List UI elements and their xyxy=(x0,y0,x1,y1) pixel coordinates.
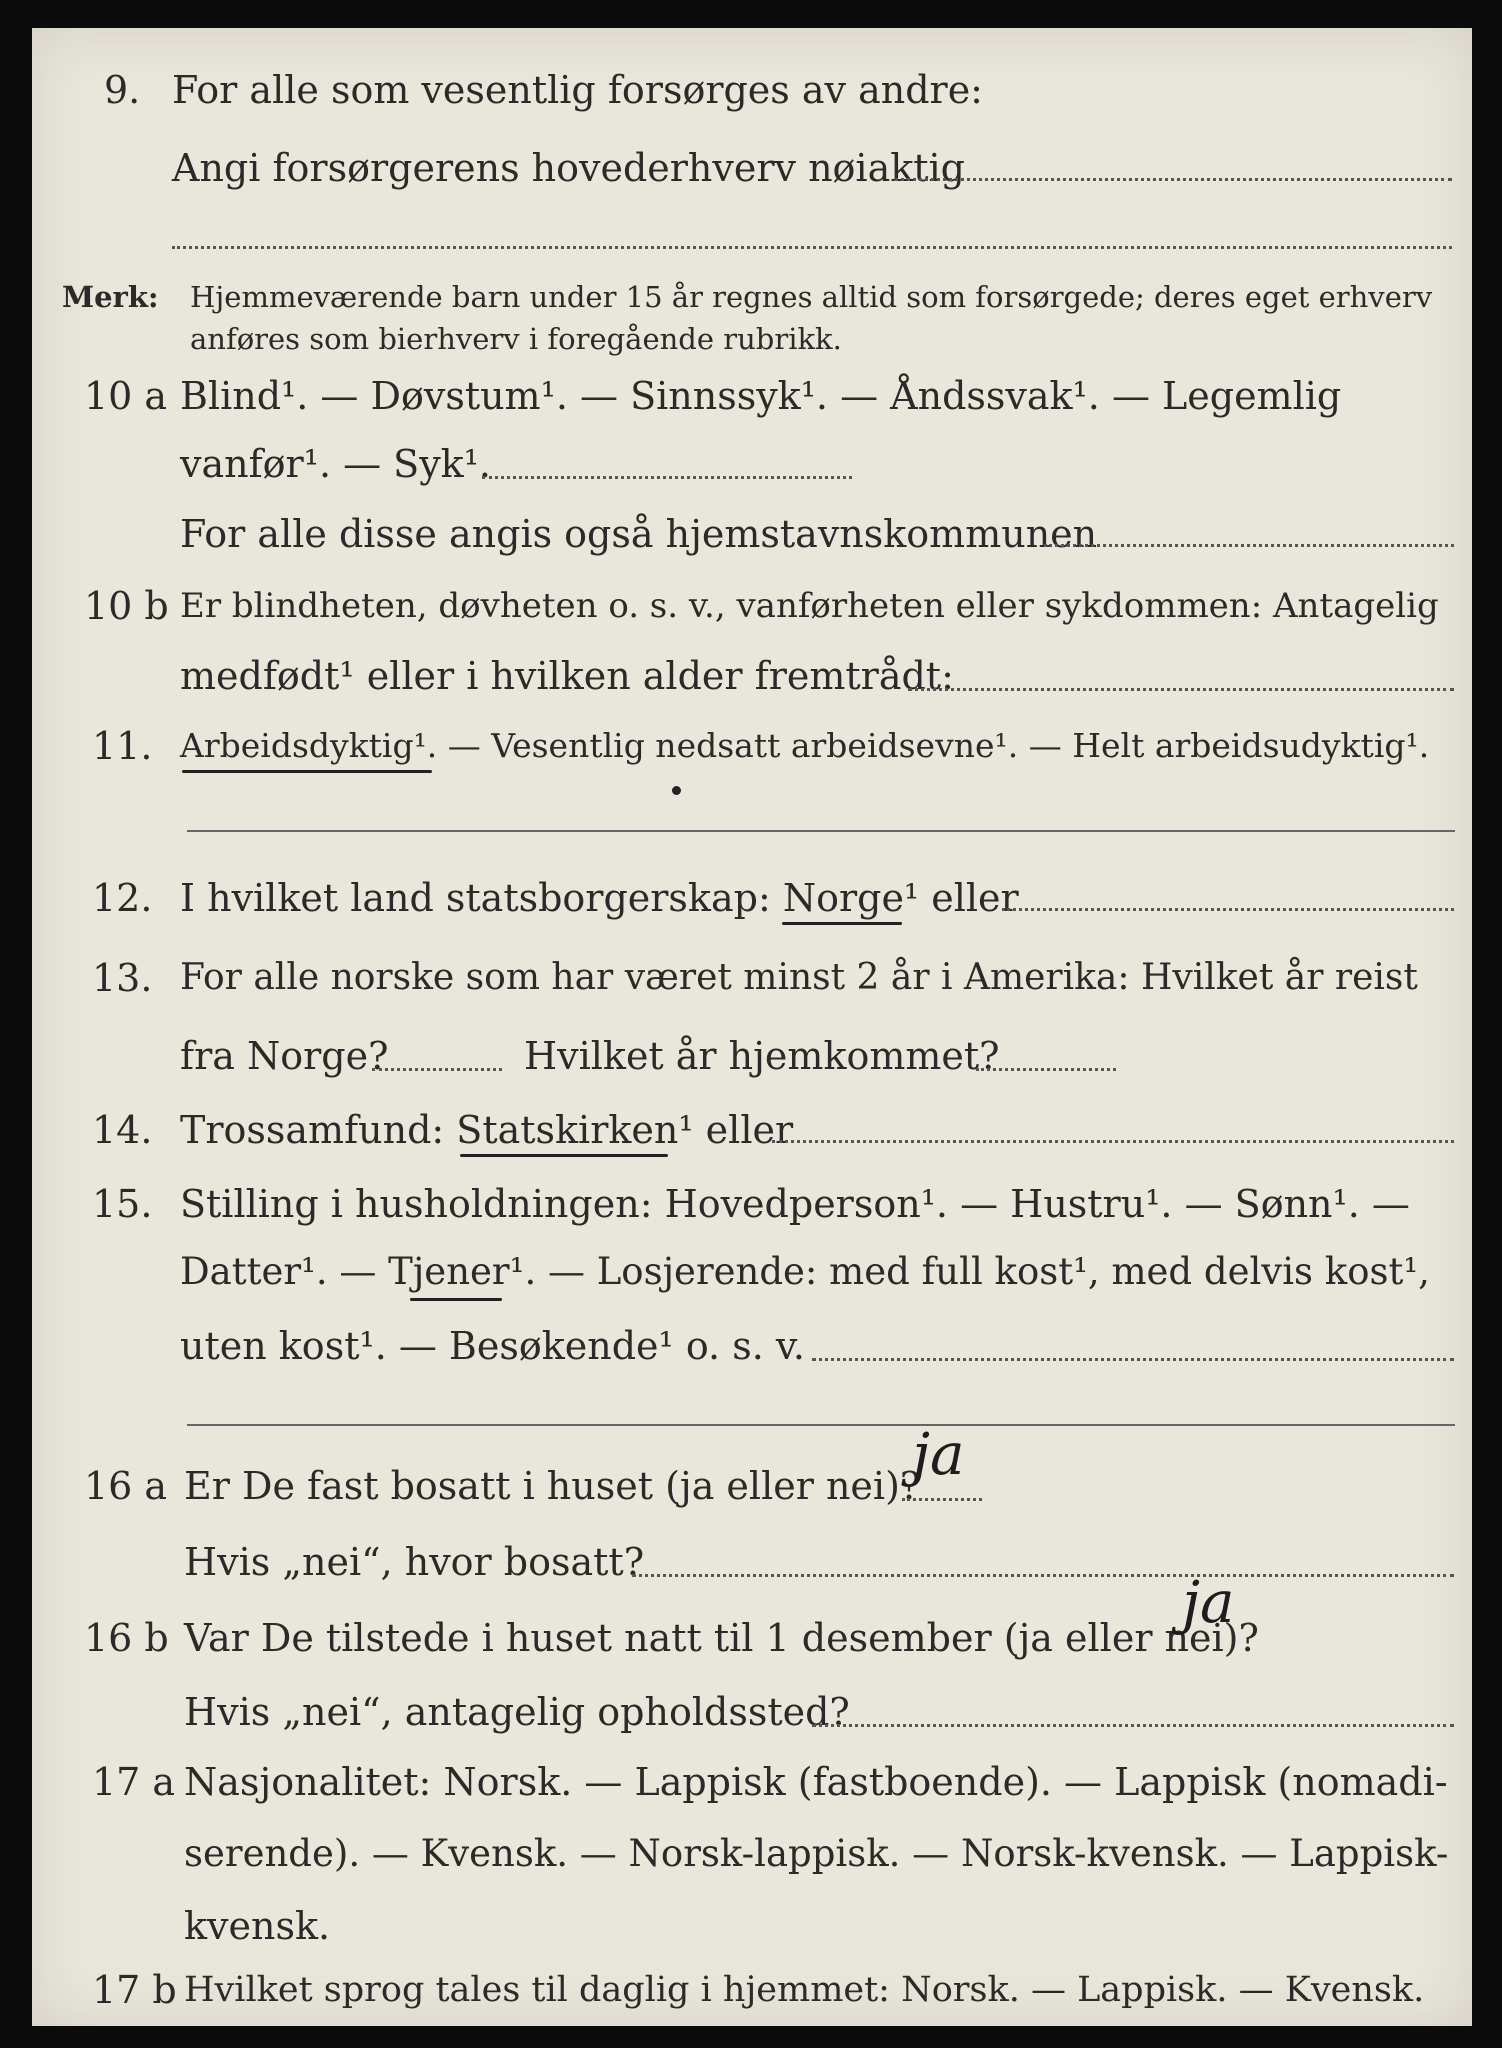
q13-line2b: Hvilket år hjemkommet? xyxy=(524,1034,1000,1078)
q13-return-year-line[interactable] xyxy=(976,1068,1116,1071)
q10a-line1: Blind¹. — Døvstum¹. — Sinnssyk¹. — Åndssvak¹. — Legemlig xyxy=(180,374,1342,418)
q10b-line2: medfødt¹ eller i hvilken alder fremtrådt: xyxy=(180,654,954,698)
q10b-answer-line[interactable] xyxy=(908,688,1454,691)
q16b-handwritten-answer: ja xyxy=(1182,1568,1235,1636)
q15-line1: Stilling i husholdningen: Hovedperson¹. — Hustru¹. — Sønn¹. — xyxy=(180,1182,1410,1226)
q12-number: 12. xyxy=(92,876,153,920)
q9-answer-line-2[interactable] xyxy=(172,246,1452,249)
q10b-line1: Er blindheten, døvheten o. s. v., vanførheten eller sykdommen: Antagelig xyxy=(180,586,1439,626)
ink-dot xyxy=(672,786,681,795)
q17a-line2: serende). — Kvensk. — Norsk-lappisk. — Norsk-kvensk. — Lappisk- xyxy=(184,1832,1449,1875)
q11-handwritten-underline xyxy=(182,770,432,773)
q15-answer-line-2[interactable] xyxy=(187,1424,1455,1426)
q13-departure-year-line[interactable] xyxy=(372,1068,502,1071)
q11-line1: Arbeidsdyktig¹. — Vesentlig nedsatt arbeidsevne¹. — Helt arbeidsudyktig¹. xyxy=(180,726,1430,765)
q17a-line3: kvensk. xyxy=(184,1904,331,1948)
q16b-line1: Var De tilstede i huset natt til 1 desember (ja eller nei)? xyxy=(184,1616,1259,1660)
q14-handwritten-underline xyxy=(460,1154,668,1157)
q16b-number: 16 b xyxy=(84,1616,169,1660)
q16a-line1: Er De fast bosatt i huset (ja eller nei)? xyxy=(184,1464,921,1508)
q16a-handwritten-answer: ja xyxy=(912,1420,965,1488)
q15-line3: uten kost¹. — Besøkende¹ o. s. v. xyxy=(180,1324,805,1368)
q16a-line2: Hvis „nei“, hvor bosatt? xyxy=(184,1540,645,1584)
q17b-line1: Hvilket sprog tales til daglig i hjemmet: Norsk. — Lappisk. — Kvensk. xyxy=(184,1970,1425,2010)
q17a-number: 17 a xyxy=(92,1760,176,1804)
q10a-answer-line[interactable] xyxy=(482,476,852,479)
q16b-line2: Hvis „nei“, antagelig opholdssted? xyxy=(184,1690,850,1734)
q14-number: 14. xyxy=(92,1108,153,1152)
q17b-number: 17 b xyxy=(92,1968,177,2012)
q13-line2a: fra Norge? xyxy=(180,1034,389,1078)
q15-number: 15. xyxy=(92,1182,153,1226)
q15-answer-line[interactable] xyxy=(812,1358,1454,1361)
census-form-page xyxy=(32,28,1472,2026)
q15-handwritten-underline xyxy=(410,1298,502,1301)
q9-line1: For alle som vesentlig forsørges av andre: xyxy=(172,68,983,112)
q16a-number: 16 a xyxy=(84,1464,168,1508)
q16a-answer-line[interactable] xyxy=(902,1498,982,1501)
q10a-line3: For alle disse angis også hjemstavnskommunen xyxy=(180,512,1098,556)
q16b-location-line[interactable] xyxy=(812,1724,1454,1727)
merk-label: Merk: xyxy=(62,280,159,314)
q9-answer-line[interactable] xyxy=(894,178,1452,181)
q11-answer-line[interactable] xyxy=(187,830,1455,832)
merk-line2: anføres som bierhverv i foregående rubrikk. xyxy=(190,322,842,356)
q13-line1: For alle norske som har været minst 2 år i Amerika: Hvilket år reist xyxy=(180,957,1418,998)
q9-number: 9. xyxy=(104,68,141,112)
q10a-home-municipality-line[interactable] xyxy=(1044,544,1454,547)
q10a-number: 10 a xyxy=(84,374,168,418)
q15-line2: Datter¹. — Tjener¹. — Losjerende: med full kost¹, med delvis kost¹, xyxy=(180,1250,1430,1293)
q14-answer-line[interactable] xyxy=(772,1140,1454,1143)
q12-answer-line[interactable] xyxy=(1002,908,1454,911)
q9-line2: Angi forsørgerens hovederhverv nøiaktig xyxy=(172,146,966,190)
q12-line1: I hvilket land statsborgerskap: Norge¹ eller xyxy=(180,876,1019,920)
q12-handwritten-underline xyxy=(782,922,902,925)
q14-line1: Trossamfund: Statskirken¹ eller xyxy=(180,1108,794,1152)
q10b-number: 10 b xyxy=(84,584,169,628)
q13-number: 13. xyxy=(92,956,153,1000)
q11-number: 11. xyxy=(92,724,153,768)
q10a-line2: vanfør¹. — Syk¹. xyxy=(180,442,492,486)
q16a-residence-line[interactable] xyxy=(632,1574,1454,1577)
merk-line1: Hjemmeværende barn under 15 år regnes alltid som forsørgede; deres eget erhverv xyxy=(190,280,1433,314)
q17a-line1: Nasjonalitet: Norsk. — Lappisk (fastboende). — Lappisk (nomadi- xyxy=(184,1760,1448,1804)
